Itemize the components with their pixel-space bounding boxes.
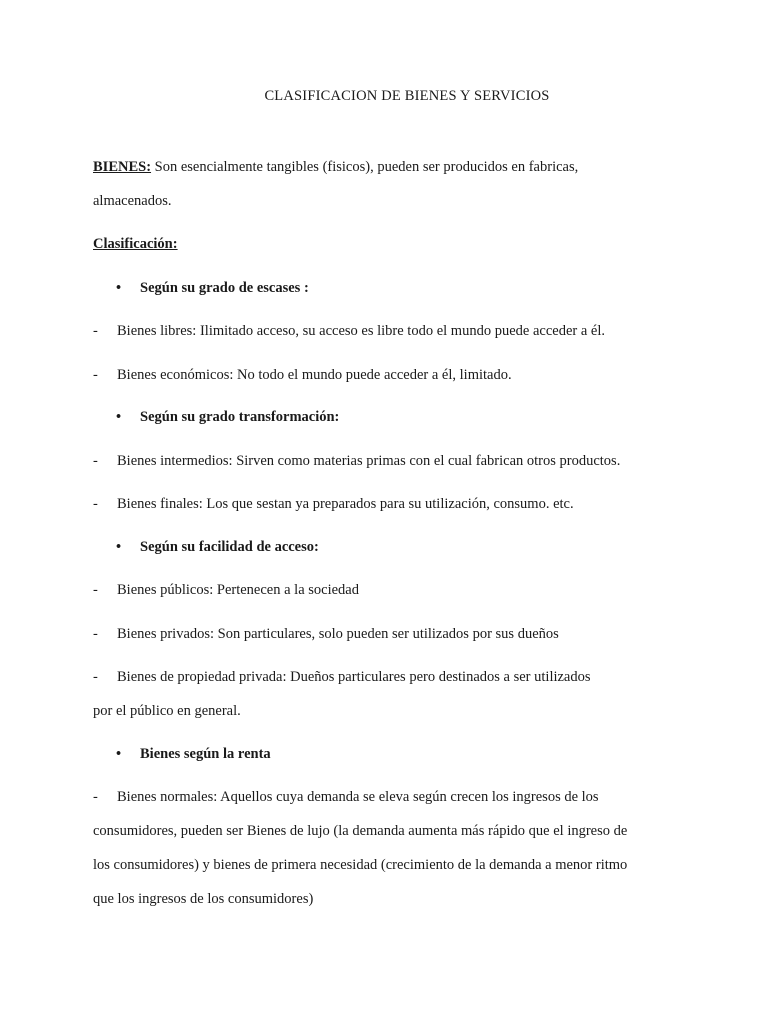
bienes-paragraph: [93, 158, 578, 176]
dash-icon: -: [93, 367, 98, 383]
clasificacion-heading: Clasificación:: [93, 236, 178, 252]
section-heading-text: Según su grado transformación:: [140, 409, 340, 425]
list-item: [93, 668, 591, 686]
bienes-text-continuation: almacenados.: [93, 193, 172, 209]
section-heading: [116, 279, 309, 297]
dash-icon: -: [93, 582, 98, 598]
list-item: [93, 322, 605, 340]
list-item-continuation: que los ingresos de los consumidores): [93, 891, 314, 907]
list-item-text: Bienes privados: Son particulares, solo pueden ser utilizados por sus dueños: [117, 626, 559, 642]
list-item: [93, 625, 559, 643]
list-item-text: Bienes de propiedad privada: Dueños particulares pero destinados a ser utilizados: [117, 669, 591, 685]
bullet-icon: •: [116, 746, 122, 762]
bienes-label: BIENES:: [93, 159, 152, 175]
dash-icon: -: [93, 323, 98, 339]
list-item-text: Bienes públicos: Pertenecen a la sociedad: [117, 582, 359, 598]
bullet-icon: •: [116, 409, 122, 425]
section-heading-text: Según su grado de escases :: [140, 280, 309, 296]
list-item-text: Bienes intermedios: Sirven como materias primas con el cual fabrican otros productos.: [117, 453, 621, 469]
bullet-icon: •: [116, 280, 122, 296]
list-item: [93, 366, 512, 384]
list-item-text: Bienes libres: Ilimitado acceso, su acceso es libre todo el mundo puede acceder a él.: [117, 323, 605, 339]
section-heading-text: Bienes según la renta: [140, 746, 271, 762]
dash-icon: -: [93, 669, 98, 685]
section-heading-text: Según su facilidad de acceso:: [140, 539, 319, 555]
list-item-continuation: consumidores, pueden ser Bienes de lujo (la demanda aumenta más rápido que el ingreso de: [93, 823, 628, 839]
section-heading: [116, 408, 339, 426]
section-heading: [116, 745, 271, 763]
dash-icon: -: [93, 626, 98, 642]
bullet-icon: •: [116, 539, 122, 555]
list-item: [93, 495, 574, 513]
list-item-continuation: los consumidores) y bienes de primera necesidad (crecimiento de la demanda a menor ritmo: [93, 857, 628, 873]
list-item-text: Bienes económicos: No todo el mundo puede acceder a él, limitado.: [117, 367, 512, 383]
dash-icon: -: [93, 453, 98, 469]
dash-icon: -: [93, 496, 98, 512]
list-item: [93, 452, 620, 470]
list-item-continuation: por el público en general.: [93, 703, 241, 719]
list-item: [93, 581, 359, 599]
dash-icon: -: [93, 789, 98, 805]
list-item-text: Bienes finales: Los que sestan ya preparados para su utilización, consumo. etc.: [117, 496, 574, 512]
list-item-text: Bienes normales: Aquellos cuya demanda se eleva según crecen los ingresos de los: [117, 789, 599, 805]
section-heading: [116, 538, 319, 556]
bienes-text: Son esencialmente tangibles (fisicos), pueden ser producidos en fabricas,: [151, 159, 579, 175]
list-item: [93, 788, 599, 806]
document-title: CLASIFICACION DE BIENES Y SERVICIOS: [264, 88, 550, 104]
